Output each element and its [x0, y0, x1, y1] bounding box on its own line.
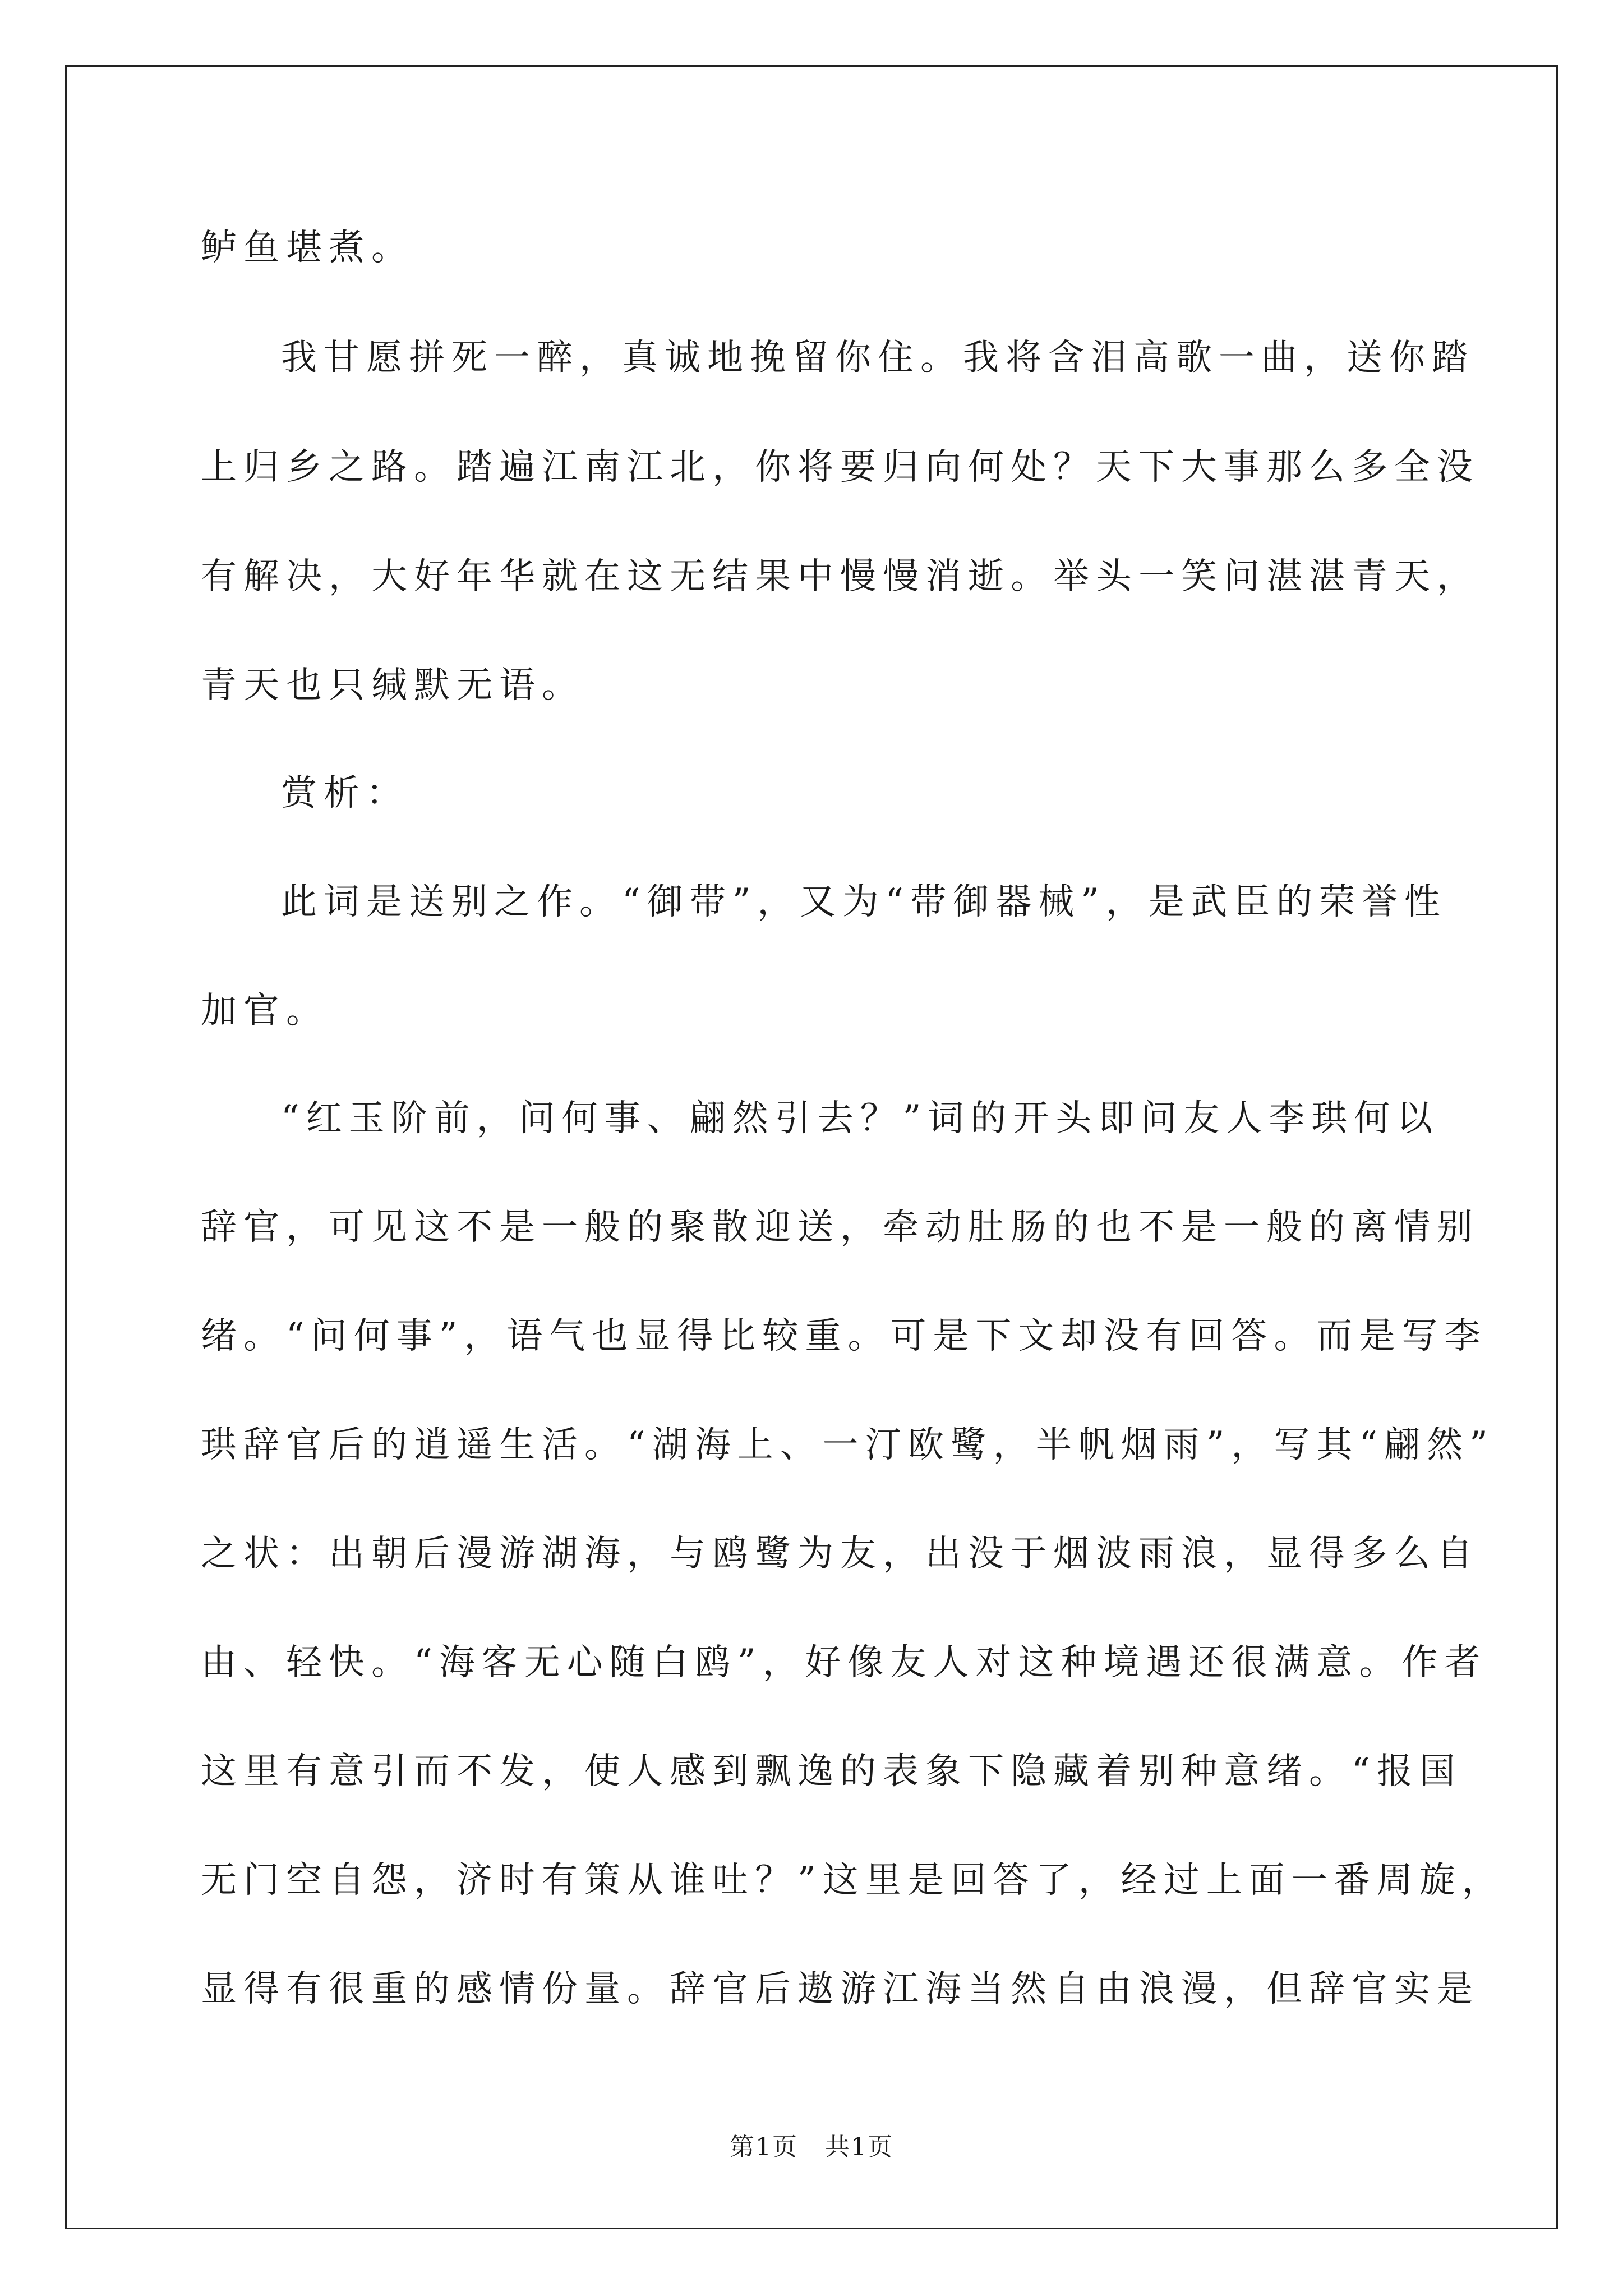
text-line: 鲈鱼堪煮。	[201, 227, 414, 269]
section-heading: 赏析：	[281, 772, 409, 814]
text-line: 青天也只缄默无语。	[201, 665, 584, 706]
text-line: 之状：出朝后漫游湖海，与鸥鹭为友，出没于烟波雨浪，显得多么自	[201, 1533, 1479, 1575]
text-line: 加官。	[201, 990, 329, 1032]
paragraph-first-line: “红玉阶前，问何事、翩然引去？”词的开头即问友人李珙何以	[281, 1098, 1440, 1139]
text-line: 有解决，大好年华就在这无结果中慢慢消逝。举头一笑问湛湛青天，	[201, 556, 1479, 597]
text-line: 无门空自怨，济时有策从谁吐？”这里是回答了，经过上面一番周旋，	[201, 1860, 1505, 1901]
page-footer: 第1页 共1页	[730, 2133, 893, 2161]
text-line: 这里有意引而不发，使人感到飘逸的表象下隐藏着别种意绪。“报国	[201, 1751, 1462, 1792]
text-line: 辞官，可见这不是一般的聚散迎送，牵动肚肠的也不是一般的离情别	[201, 1207, 1479, 1248]
text-line: 上归乡之路。踏遍江南江北，你将要归向何处？天下大事那么多全没	[201, 447, 1479, 488]
text-line: 绪。“问何事”，语气也显得比较重。可是下文却没有回答。而是写李	[201, 1315, 1487, 1357]
text-line: 显得有很重的感情份量。辞官后遨游江海当然自由浪漫，但辞官实是	[201, 1968, 1479, 2010]
paragraph-first-line: 我甘愿拼死一醉，真诚地挽留你住。我将含泪高歌一曲，送你踏	[281, 337, 1474, 379]
text-line: 由、轻快。“海客无心随白鸥”，好像友人对这种境遇还很满意。作者	[201, 1642, 1487, 1683]
page-border	[65, 65, 1558, 2229]
text-line: 珙辞官后的逍遥生活。“湖海上、一汀欧鹭，半帆烟雨”，写其“翩然”	[201, 1424, 1495, 1466]
paragraph-first-line: 此词是送别之作。“御带”，又为“带御器械”，是武臣的荣誉性	[281, 881, 1447, 923]
